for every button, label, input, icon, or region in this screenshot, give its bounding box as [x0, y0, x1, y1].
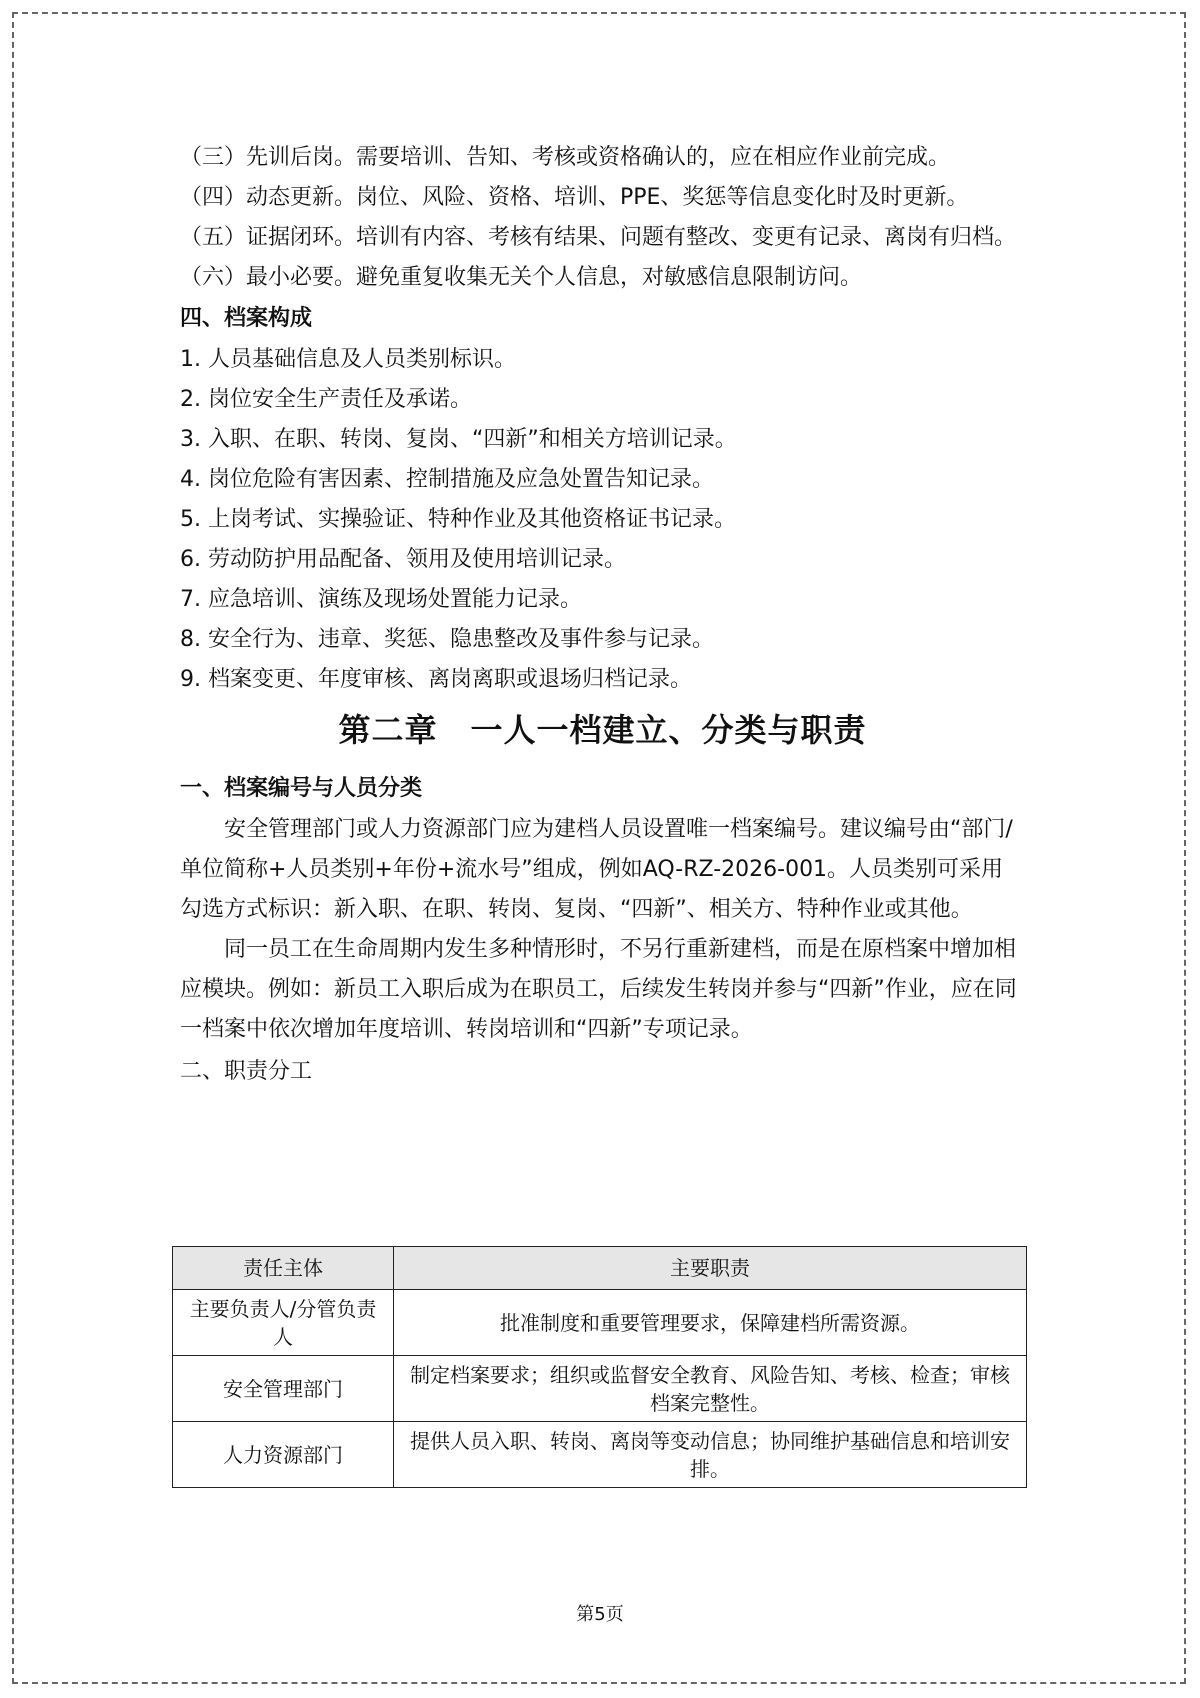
list-item: 4. 岗位危险有害因素、控制措施及应急处置告知记录。	[180, 467, 714, 492]
page-number: 第5页	[576, 1604, 624, 1625]
duty-table	[172, 1246, 1027, 1488]
principle-3: （三）先训后岗。需要培训、告知、考核或资格确认的，应在相应作业前完成。	[180, 145, 951, 170]
section-title-duties: 二、职责分工	[180, 1059, 313, 1084]
list-item: 1. 人员基础信息及人员类别标识。	[180, 347, 516, 372]
table-cell-subject: 人力资源部门	[173, 1422, 394, 1488]
document-body	[180, 138, 1025, 1094]
list-item: 9. 档案变更、年度审核、离岗离职或退场归档记录。	[180, 667, 692, 692]
principle-5: （五）证据闭环。培训有内容、考核有结果、问题有整改、变更有记录、离岗有归档。	[180, 225, 1017, 250]
table-header-row	[173, 1247, 1027, 1290]
table-cell-duty: 提供人员入职、转岗、离岗等变动信息；协同维护基础信息和培训安排。	[394, 1422, 1027, 1488]
table-row	[173, 1422, 1027, 1488]
table-row	[173, 1290, 1027, 1356]
section-title-numbering: 一、档案编号与人员分类	[180, 776, 423, 801]
body-paragraph: 同一员工在生命周期内发生多种情形时，不另行重新建档，而是在原档案中增加相应模块。例如：新员工入职后成为在职员工，后续发生转岗并参与“四新”作业，应在同一档案中依次增加年度培训、转岗培训和“四新”专项记录。	[180, 937, 1017, 1042]
list-item: 2. 岗位安全生产责任及承诺。	[180, 387, 472, 412]
list-item: 5. 上岗考试、实操验证、特种作业及其他资格证书记录。	[180, 507, 736, 532]
chapter-title: 第二章 一人一档建立、分类与职责	[338, 711, 867, 749]
principle-6: （六）最小必要。避免重复收集无关个人信息，对敏感信息限制访问。	[180, 265, 863, 290]
table-header-duty: 主要职责	[394, 1247, 1027, 1290]
table-cell-subject: 安全管理部门	[173, 1356, 394, 1422]
list-item: 8. 安全行为、违章、奖惩、隐患整改及事件参与记录。	[180, 627, 714, 652]
list-item: 6. 劳动防护用品配备、领用及使用培训记录。	[180, 547, 626, 572]
section-title-archive-composition: 四、档案构成	[180, 306, 313, 331]
principle-4: （四）动态更新。岗位、风险、资格、培训、PPE、奖惩等信息变化时及时更新。	[180, 185, 969, 210]
list-item: 7. 应急培训、演练及现场处置能力记录。	[180, 587, 582, 612]
list-item: 3. 入职、在职、转岗、复岗、“四新”和相关方培训记录。	[180, 427, 737, 452]
table-cell-subject: 主要负责人/分管负责人	[173, 1290, 394, 1356]
table-header-subject: 责任主体	[173, 1247, 394, 1290]
table-row	[173, 1356, 1027, 1422]
body-paragraph: 安全管理部门或人力资源部门应为建档人员设置唯一档案编号。建议编号由“部门/单位简称+人员类别+年份+流水号”组成，例如AQ-RZ-2026-001。人员类别可采用勾选方式标识：新入职、在职、转岗、复岗、“四新”、相关方、特种作业或其他。	[180, 817, 1013, 922]
table-cell-duty: 批准制度和重要管理要求，保障建档所需资源。	[394, 1290, 1027, 1356]
table-cell-duty: 制定档案要求；组织或监督安全教育、风险告知、考核、检查；审核档案完整性。	[394, 1356, 1027, 1422]
